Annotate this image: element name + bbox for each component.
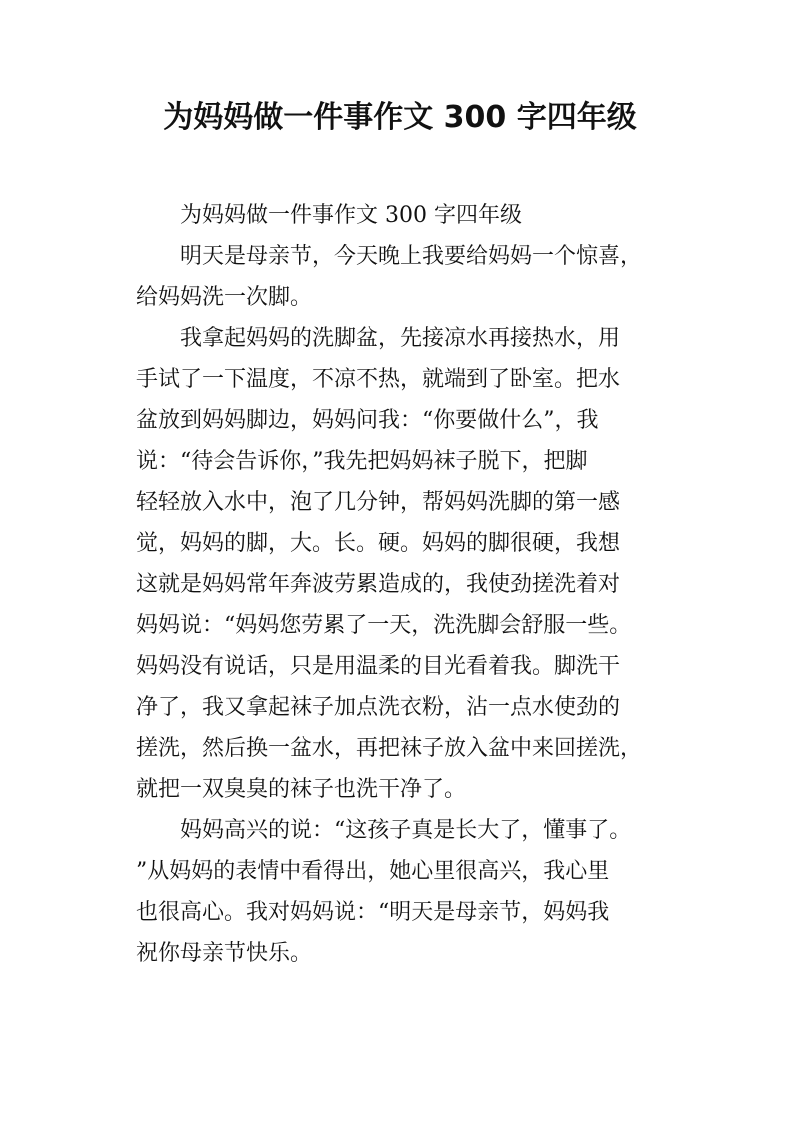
- paragraph-main: [136, 318, 664, 810]
- text-line: 轻轻放入水中，泡了几分钟，帮妈妈洗脚的第一感: [136, 490, 621, 515]
- text-line: 明天是母亲节，今天晚上我要给妈妈一个惊喜，: [180, 244, 643, 269]
- document-body: [136, 195, 664, 974]
- text-line: 为妈妈做一件事作文 300 字四年级: [180, 203, 522, 228]
- text-line: 妈妈高兴的说：“这孩子真是长大了，懂事了。: [180, 818, 632, 843]
- text-line: 妈妈没有说话，只是用温柔的目光看着我。脚洗干: [136, 654, 621, 679]
- text-line: 这就是妈妈常年奔波劳累造成的，我使劲搓洗着对: [136, 572, 621, 597]
- text-line: 妈妈说：“妈妈您劳累了一天，洗洗脚会舒服一些。: [136, 613, 632, 638]
- text-line: 盆放到妈妈脚边，妈妈问我：“你要做什么”，我: [136, 408, 599, 433]
- text-line: 给妈妈洗一次脚。: [136, 285, 313, 310]
- text-line: 净了，我又拿起袜子加点洗衣粉，沾一点水使劲的: [136, 695, 621, 720]
- text-line: 也很高心。我对妈妈说：“明天是母亲节，妈妈我: [136, 900, 610, 925]
- text-line: ”从妈妈的表情中看得出，她心里很高兴，我心里: [136, 859, 610, 884]
- text-line: 就把一双臭臭的袜子也洗干净了。: [136, 777, 467, 802]
- text-line: 我拿起妈妈的洗脚盆，先接凉水再接热水，用: [180, 326, 621, 351]
- paragraph-subtitle: [136, 195, 664, 236]
- paragraph-intro: [136, 236, 664, 318]
- text-line: 说：“待会告诉你，”我先把妈妈袜子脱下，把脚: [136, 449, 588, 474]
- document-title: 为妈妈做一件事作文 300 字四年级: [163, 100, 637, 135]
- text-line: 手试了一下温度，不凉不热，就端到了卧室。把水: [136, 367, 621, 392]
- text-line: 搓洗，然后换一盆水，再把袜子放入盆中来回搓洗，: [136, 736, 643, 761]
- text-line: 觉，妈妈的脚，大。长。硬。妈妈的脚很硬，我想: [136, 531, 621, 556]
- paragraph-closing: [136, 810, 664, 974]
- text-line: 祝你母亲节快乐。: [136, 941, 313, 966]
